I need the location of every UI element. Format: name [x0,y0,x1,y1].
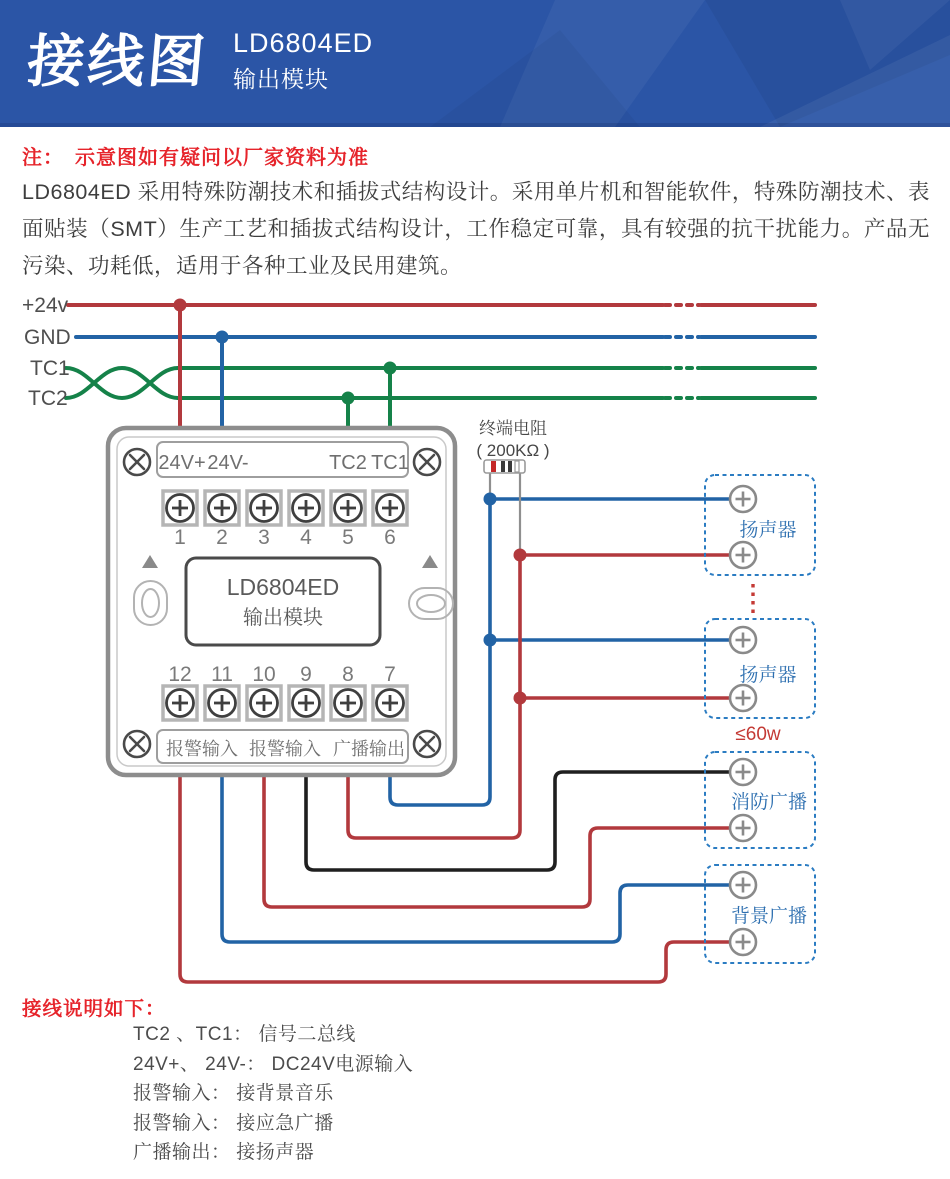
corner-screw-icon [414,731,440,757]
module-nameplate [186,558,380,645]
power-limit-label: ≤60w [735,724,781,745]
corner-screw-icon [414,449,440,475]
fire-terminal-icon [730,759,756,785]
label-24v-plus: 24V+ [158,452,206,474]
terminal-screw-icon [373,686,407,720]
fire-broadcast-label: 消防广播 [730,792,808,813]
terminal-screw-icon [331,491,365,525]
background-terminal-icon [730,872,756,898]
output-module [108,428,455,775]
terminal-resistor [476,419,549,556]
speaker-terminal-icon [730,685,756,711]
terminal-screw-icon [331,686,365,720]
module-name: LD6804ED [226,574,340,600]
label-tc2: TC2 [329,452,367,474]
terminal-screw-icon [289,491,323,525]
bus-drop-wires [180,305,390,445]
header-banner [0,0,950,127]
disclaimer-note: 注： 示意图如有疑问以厂家资料为准 [22,147,369,169]
label-alarm-input-2: 报警输入 [249,739,321,759]
wiring-note-item: 广播输出： 接扬声器 [133,1142,315,1163]
terminal-number: 4 [300,526,312,549]
speaker-2-label: 扬声器 [739,665,797,686]
wiring-diagram [0,285,950,990]
terminal-number: 12 [168,663,192,686]
product-description: LD6804ED 采用特殊防潮技术和插拔式结构设计。采用单片机和智能软件，特殊防潮技术、表面贴装（SMT）生产工艺和插拔式结构设计，工作稳定可靠，具有较强的抗干扰能力。产品无污染、功耗低，适用于各种工业及民用建筑。 [22,180,930,278]
wire-fire-top [306,771,743,870]
label-alarm-input-1: 报警输入 [166,739,238,759]
terminal-number: 5 [342,526,354,549]
speaker-terminal-icon [730,542,756,568]
terminal-number: 3 [258,526,270,549]
wiring-note-item: 报警输入： 接应急广播 [133,1112,334,1134]
module-type-subtitle: 输出模块 [233,66,329,92]
terminal-screw-icon [373,491,407,525]
bus-label-tc1: TC1 [30,357,70,380]
terminal-number: 11 [211,663,233,686]
speaker-terminal-icon [730,627,756,653]
terminal-screw-icon [247,491,281,525]
label-24v-minus: 24V- [207,452,249,474]
bus-label-24v: +24v [22,294,69,317]
speaker-1-label: 扬声器 [739,520,797,541]
terminal-number: 9 [300,663,312,686]
terminal-screw-icon [163,686,197,720]
wiring-notes-heading: 接线说明如下： [22,998,166,1020]
wiring-note-item: 24V+、 24V-： DC24V电源输入 [133,1053,414,1075]
wire-bg-top [222,771,743,942]
wiring-note-item: 报警输入： 接背景音乐 [133,1083,334,1104]
terminal-number: 10 [252,663,276,686]
terminal-number: 6 [384,526,396,549]
wiring-note-item: TC2 、TC1： 信号二总线 [133,1024,356,1045]
terminal-screw-icon [289,686,323,720]
terminal-number: 1 [174,526,186,549]
terminal-screw-icon [247,686,281,720]
page-title: 接线图 [24,30,211,94]
label-tc1: TC1 [371,452,409,474]
terminal-screw-icon [205,491,239,525]
resistor-value: ( 200KΩ ) [476,441,550,460]
bus-labels [22,294,71,410]
model-number: LD6804ED [233,28,374,58]
bus-junction-dots [174,299,397,405]
bus-label-tc2: TC2 [28,387,68,410]
background-terminal-icon [730,929,756,955]
resistor-label: 终端电阻 [479,419,547,438]
terminal-number: 7 [384,663,396,686]
fire-terminal-icon [730,815,756,841]
wiring-notes-list [133,1020,413,1168]
terminal-screw-icon [205,686,239,720]
corner-screw-icon [124,449,150,475]
bus-label-gnd: GND [24,326,71,349]
corner-screw-icon [124,731,150,757]
speaker-terminal-icon [730,486,756,512]
terminal-screw-icon [163,491,197,525]
label-broadcast-output: 广播输出 [333,739,405,759]
terminal-number: 8 [342,663,354,686]
terminal-number: 2 [216,526,228,549]
background-broadcast-label: 背景广播 [730,906,808,927]
module-name-sub: 输出模块 [243,607,323,629]
